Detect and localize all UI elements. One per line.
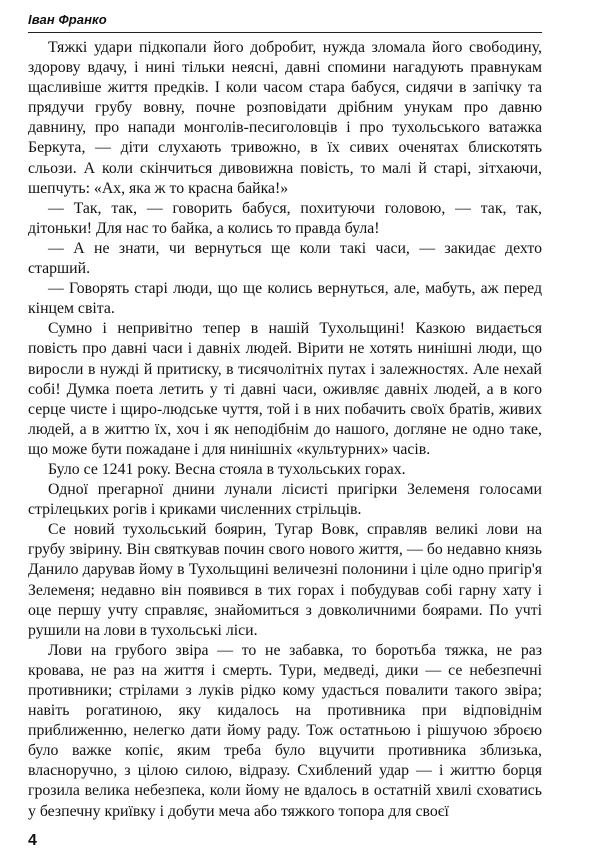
page-number: 4 [28,832,37,849]
paragraph: Се новий тухольський боярин, Тугар Вовк, справляв великі лови на грубу звірину. Він святкував почин свого нового життя, — бо недавно князь Данило дарував йому в Тухольщині величезні полонини і ціле одно пригір'я Зелеменя; недавно він появився в тих горах і побудував собі гарну хату і оце першу учту справляє, знайомиться з довколичними боярами. По учті рушили на лови в тухольські ліси. [28,521,542,639]
paragraph: Було се 1241 року. Весна стояла в тухольських горах. [48,460,406,478]
paragraph: Сумно і непривітно тепер в нашій Тухольщині! Казкою видається повість про давні часи і давніх людей. Вірити не хотять нинішні люди, що виросли в нужді й притиску, в тисячолітніх путах і залежностях. Але нехай собі! Думка поета летить у ті давні часи, оживляє давніх людей, а в кого серце чисте і щиро-людське чуття, той і в них побачить своїх братів, живих людей, а в життю їх, хоч і як неподібнім до нашого, догляне не одно таке, що може бути пожадане і для нинішніх «культурних» часів. [28,320,542,458]
paragraph: Одної прегарної днини лунали лісисті пригірки Зелеменя голосами стрілецьких рогів і криками численних стрільців. [28,481,542,519]
paragraph: — А не знати, чи вернуться ще коли такі часи, — закидає дехто старший. [28,239,542,278]
paragraph: — Говорять старі люди, що ще колись вернуться, але, мабуть, аж перед кінцем світа. [28,280,542,318]
body-text [28,38,542,822]
paragraph: Лови на грубого звіра — то не забавка, то боротьба тяжка, не раз кровава, не раз на життя і смерть. Тури, медведі, дики — се небезпечні противники; стрілами з луків рідко кому удасться повалити такого звіра; навіть рогатиною, яку кидалось на противника при відповіднім приближенню, нелегко дати йому раду. Тож остатньою і рішучою зброєю було важке копіє, яким треба було вцучити противника зблизька, власноручно, з цілою силою, відразу. Схиблений удар — і життю борця грозила велика небезпека, коли йому не вдалось в остатній хвилі сховатись у безпечну криївку і добути меча або тяжкого топора для своєї [28,641,542,820]
running-header-author: Іван Франко [28,12,107,27]
header-divider [28,32,542,33]
paragraph: — Так, так, — говорить бабуся, похитуючи головою, — так, так, дітоньки! Для нас то байка, а колись то правда була! [28,199,542,237]
paragraph: Тяжкі удари підкопали його добробит, нужда зломала його свободину, здорову вдачу, і нині тільки неясні, давні спомини нагадують правнукам щасливіше життя предків. І коли часом стара бабуся, сидячи в запічку та прядучи грубу вовну, почне розповідати дрібним унукам про давню давнину, про напади монголів-песиголовців і про тухольського ватажка Беркута, — діти слухають тривожно, в їх сивих оченятах блискотять сльози. А коли скінчиться дивовижна повість, то малі й старі, зітхаючи, шепчуть: «Ах, яка ж то красна байка!» [28,39,542,197]
